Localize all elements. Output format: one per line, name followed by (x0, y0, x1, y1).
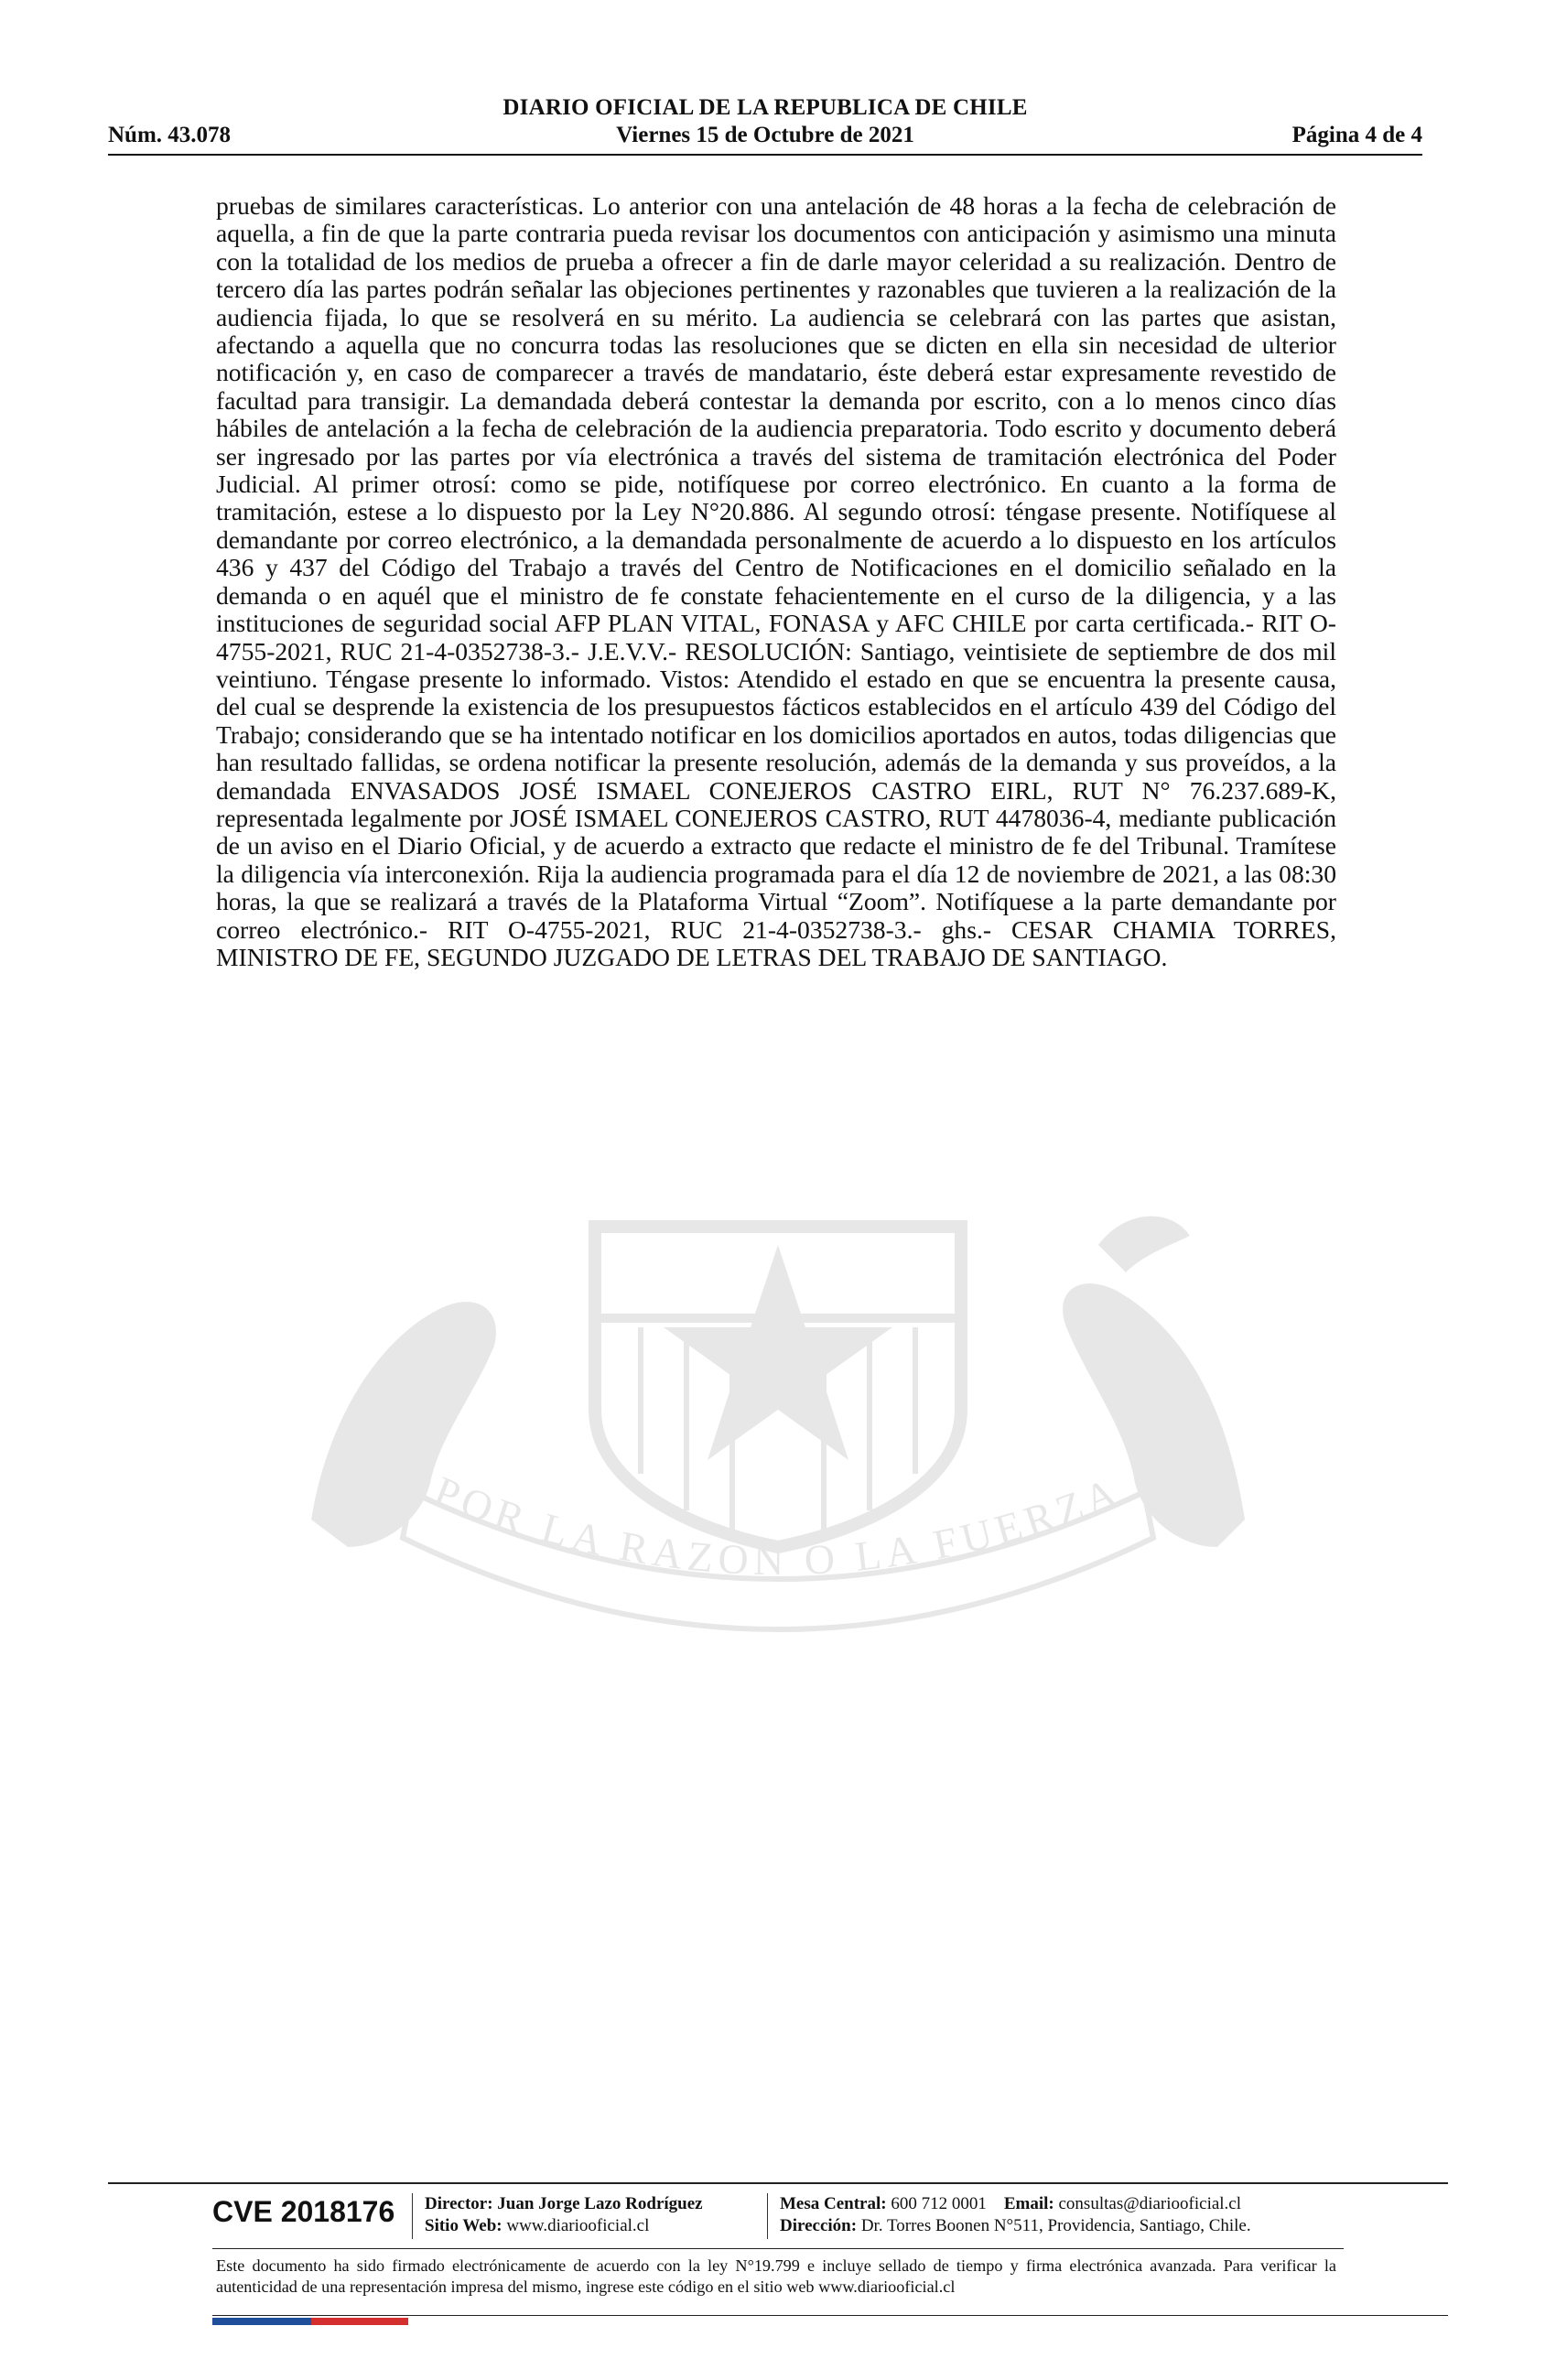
coat-of-arms-watermark (201, 1172, 1355, 1721)
footer-director-block (425, 2193, 703, 2237)
footer-divider-middle (212, 2248, 1344, 2249)
mesa-phone: 600 712 0001 (891, 2194, 987, 2213)
site-link[interactable]: www.diariooficial.cl (506, 2216, 650, 2235)
flag-red-segment (311, 2318, 408, 2325)
motto-text: POR LA RAZON O LA FUERZA (427, 1466, 1129, 1585)
footer-contact-block (780, 2193, 1251, 2237)
address-value: Dr. Torres Boonen N°511, Providencia, Santiago, Chile. (860, 2216, 1251, 2235)
header-divider (108, 154, 1422, 156)
signature-notice: Este documento ha sido firmado electrónicamente de acuerdo con la ley N°19.799 e incluye sellado de tiempo y firma electrónica avanzada. Para verificar la autenticidad de una representación impresa del mismo, ingrese este código en el sitio web www.diariooficial.cl (216, 2256, 1336, 2296)
footer-separator (412, 2193, 413, 2239)
footer-divider-top (108, 2182, 1448, 2184)
mesa-label: Mesa Central: (780, 2194, 887, 2213)
email-link[interactable]: consultas@diariooficial.cl (1058, 2194, 1242, 2213)
footer-separator (767, 2193, 768, 2239)
site-label: Sitio Web: (425, 2216, 502, 2235)
issue-number: Núm. 43.078 (108, 123, 232, 147)
publication-title: DIARIO OFICIAL DE LA REPUBLICA DE CHILE (502, 95, 1028, 120)
resolution-body-text: pruebas de similares características. Lo anterior con una antelación de 48 horas a la fecha de celebración de aquella, a fin de que la parte contraria pueda revisar los documentos con anticipación y asimismo una minuta con la totalidad de los medios de prueba a ofrecer a fin de darle mayor celeridad a su realización. Dentro de tercero día las partes podrán señalar las objeciones pertinentes y razonables que tuvieren a la realización de la audiencia fijada, lo que se resolverá en su mérito. La audiencia se celebrará con las partes que asistan, afectando a aquella que no concurra todas las resoluciones que se dicten en ella sin necesidad de ulterior notificación y, en caso de comparecer a través de mandatario, éste deberá estar expresamente revestido de facultad para transigir. La demandada deberá contestar la demanda por escrito, con a lo menos cinco días hábiles de antelación a la fecha de celebración de la audiencia preparatoria. Todo escrito y documento deberá ser ingresado por las partes por vía electrónica a través del sistema de tramitación electrónica del Poder Judicial. Al primer otrosí: como se pide, notifíquese por correo electrónico. En cuanto a la forma de tramitación, estese a lo dispuesto por la Ley N°20.886. Al segundo otrosí: téngase presente. Notifíquese al demandante por correo electrónico, a la demandada personalmente de acuerdo a lo dispuesto en los artículos 436 y 437 del Código del Trabajo a través del Centro de Notificaciones en el domicilio señalado en la demanda o en aquél que el ministro de fe constate fehacientemente en el curso de la diligencia, y a las instituciones de seguridad social AFP PLAN VITAL, FONASA y AFC CHILE por carta certificada.- RIT O-4755-2021, RUC 21-4-0352738-3.- J.E.V.V.- RESOLUCIÓN: Santiago, veintisiete de septiembre de dos mil veintiuno. Téngase presente lo informado. Vistos: Atendido el estado en que se encuentra la presente causa, del cual se desprende la existencia de los presupuestos fácticos establecidos en el artículo 439 del Código del Trabajo; considerando que se ha intentado notificar en los domicilios aportados en autos, todas diligencias que han resultado fallidas, se ordena notificar la presente resolución, además de la demanda y sus proveídos, a la demandada ENVASADOS JOSÉ ISMAEL CONEJEROS CASTRO EIRL, RUT N° 76.237.689-K, representada legalmente por JOSÉ ISMAEL CONEJEROS CASTRO, RUT 4478036-4, mediante publicación de un aviso en el Diario Oficial, y de acuerdo a extracto que redacte el ministro de fe del Tribunal. Tramítese la diligencia vía interconexión. Rija la audiencia programada para el día 12 de noviembre de 2021, a las 08:30 horas, la que se realizará a través de la Plataforma Virtual “Zoom”. Notifíquese a la parte demandante por correo electrónico.- RIT O-4755-2021, RUC 21-4-0352738-3.- ghs.- CESAR CHAMIA TORRES, MINISTRO DE FE, SEGUNDO JUZGADO DE LETRAS DEL TRABAJO DE SANTIAGO. (216, 191, 1336, 971)
address-label: Dirección: (780, 2216, 858, 2235)
footer-divider-bottom (212, 2315, 1448, 2316)
director-name: Juan Jorge Lazo Rodríguez (497, 2194, 703, 2213)
flag-blue-segment (212, 2318, 311, 2325)
flag-color-bar (212, 2318, 408, 2325)
email-label: Email: (1003, 2194, 1054, 2213)
publication-date: Viernes 15 de Octubre de 2021 (616, 123, 914, 147)
page-indicator: Página 4 de 4 (1291, 123, 1422, 147)
svg-text:POR LA RAZON O LA FUERZA (427, 1467, 1128, 1585)
cve-code: CVE 2018176 (212, 2195, 395, 2228)
director-label: Director: (425, 2194, 493, 2213)
